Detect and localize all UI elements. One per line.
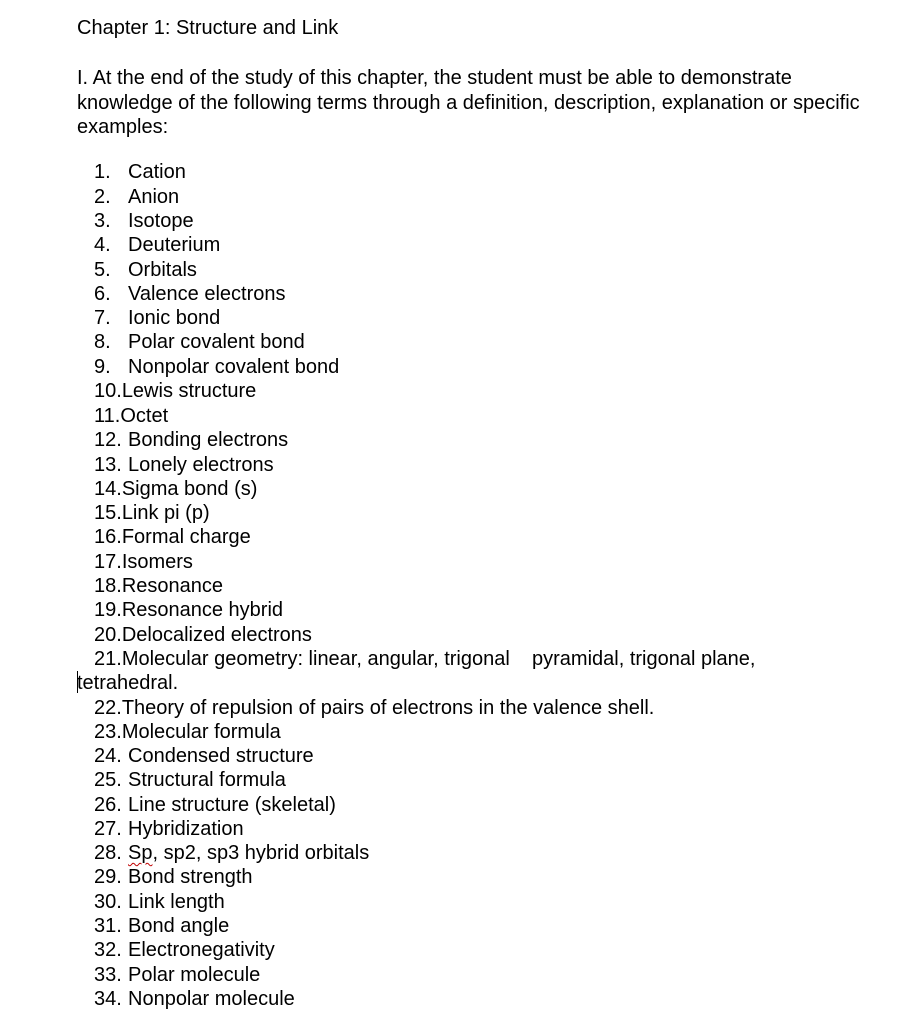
list-item	[94, 233, 220, 257]
list-item-text: Cation	[128, 161, 186, 183]
list-item-number: 7.	[94, 307, 111, 329]
list-item-number: 18.	[94, 575, 122, 597]
list-item-text: Isotope	[128, 209, 194, 232]
list-item-text: Molecular formula	[121, 721, 281, 743]
list-item	[94, 817, 244, 841]
list-item-number: 14.	[94, 477, 122, 500]
list-item	[94, 306, 220, 330]
list-item	[94, 282, 286, 306]
list-item-text: Nonpolar covalent bond	[128, 356, 340, 378]
list-item	[94, 550, 193, 574]
list-item	[94, 720, 281, 744]
list-item-text: Delocalized electrons	[121, 623, 312, 646]
list-item-number: 33.	[94, 963, 122, 986]
list-item	[94, 696, 654, 720]
list-item	[94, 744, 314, 768]
list-item-text: Link pi (p)	[121, 501, 210, 524]
list-item-number: 3.	[94, 209, 111, 232]
list-item-number: 11.	[94, 404, 121, 427]
list-item	[94, 525, 251, 549]
list-item-text: Isomers	[121, 550, 193, 573]
list-item	[94, 453, 274, 477]
list-item	[94, 841, 369, 865]
list-item-text: Lonely electrons	[128, 453, 274, 476]
list-item	[94, 574, 223, 598]
list-item-number: 28.	[94, 842, 122, 864]
list-item	[94, 258, 197, 282]
list-item-text: Structural formula	[128, 769, 286, 791]
list-item-text: Anion	[128, 185, 180, 208]
list-item-text: Link length	[128, 890, 225, 913]
list-item-number: 26.	[94, 793, 122, 816]
list-item-number: 17.	[94, 550, 122, 573]
list-item-number: 13.	[94, 453, 122, 476]
list-item	[94, 768, 286, 792]
list-item	[94, 987, 295, 1011]
list-item-number: 23.	[94, 721, 122, 743]
list-item-text: Ionic bond	[128, 307, 221, 329]
intro-paragraph: I. At the end of the study of this chapter, the student must be able to demonstrate knowledge of the following terms through a definition, description, explanation or specific examples:	[77, 67, 860, 138]
list-item-number: 5.	[94, 258, 111, 281]
list-item-number: 25.	[94, 769, 122, 791]
list-item	[94, 963, 260, 987]
list-item-text: Hybridization	[128, 818, 244, 840]
list-item-number: 21.	[94, 648, 122, 670]
list-item-number: 34.	[94, 987, 122, 1010]
list-item-text: Electronegativity	[128, 939, 275, 961]
list-item-text: Nonpolar molecule	[128, 987, 295, 1010]
list-item-number: 30.	[94, 890, 122, 913]
spellcheck-flagged-word: Sp	[128, 842, 153, 864]
list-item	[94, 598, 283, 622]
list-item-text: Sigma bond (s)	[121, 477, 258, 500]
list-item	[94, 865, 253, 889]
list-item-number: 32.	[94, 939, 122, 961]
list-item-number: 2.	[94, 185, 111, 208]
list-item-number: 10.	[94, 380, 122, 402]
list-item-text: , sp2, sp3 hybrid orbitals	[152, 842, 370, 864]
list-item	[94, 355, 339, 379]
list-item-number: 20.	[94, 623, 122, 646]
list-item-text: Valence electrons	[128, 283, 286, 305]
list-item	[94, 477, 257, 501]
list-item-text: Resonance	[121, 575, 223, 597]
list-item-number: 22.	[94, 696, 122, 719]
list-item-number: 6.	[94, 283, 111, 305]
list-item-text: Formal charge	[121, 526, 251, 548]
list-item-number: 12.	[94, 429, 122, 451]
list-item-number: 8.	[94, 331, 111, 353]
list-item-text: Polar molecule	[128, 963, 261, 986]
list-item	[94, 185, 179, 209]
list-item	[94, 501, 210, 525]
list-item	[94, 379, 256, 403]
list-item-text: Resonance hybrid	[121, 599, 284, 621]
list-item-text: Octet	[120, 404, 169, 427]
list-item	[94, 938, 275, 962]
list-item-text: Polar covalent bond	[128, 331, 305, 353]
list-item	[94, 209, 194, 233]
list-item-number: 27.	[94, 818, 122, 840]
list-item-number: 4.	[94, 234, 111, 256]
list-item-number: 24.	[94, 745, 122, 767]
list-item-text: Orbitals	[128, 258, 197, 281]
list-item	[94, 914, 229, 938]
list-item-number: 9.	[94, 356, 111, 378]
list-item	[94, 330, 305, 354]
list-item-text: Lewis structure	[121, 380, 257, 402]
list-item	[94, 404, 168, 428]
list-item-number: 31.	[94, 915, 122, 937]
list-item-number: 1.	[94, 161, 111, 183]
list-item	[94, 647, 755, 671]
list-item-text: Condensed structure	[128, 745, 314, 767]
list-item-text: Deuterium	[128, 234, 221, 256]
list-item-continuation	[77, 671, 178, 695]
list-item-number: 16.	[94, 526, 122, 548]
list-item	[94, 793, 336, 817]
list-item-text: Bonding electrons	[128, 429, 289, 451]
list-item	[94, 623, 312, 647]
list-item-number: 29.	[94, 866, 122, 888]
list-item	[94, 890, 225, 914]
list-item-number: 19.	[94, 599, 122, 621]
list-item-text: Molecular geometry: linear, angular, trigonal pyramidal, trigonal plane,	[121, 648, 756, 670]
list-item	[94, 428, 288, 452]
page-title: Chapter 1: Structure and Link	[77, 17, 339, 39]
list-item-text: Bond angle	[128, 915, 230, 937]
list-item	[94, 160, 186, 184]
list-item-text: Bond strength	[128, 866, 253, 888]
list-item-text: Line structure (skeletal)	[128, 793, 336, 816]
list-item-text: Theory of repulsion of pairs of electrons in the valence shell.	[121, 696, 655, 719]
list-item-number: 15.	[94, 501, 122, 524]
list-item-continuation-text: tetrahedral.	[77, 672, 179, 694]
